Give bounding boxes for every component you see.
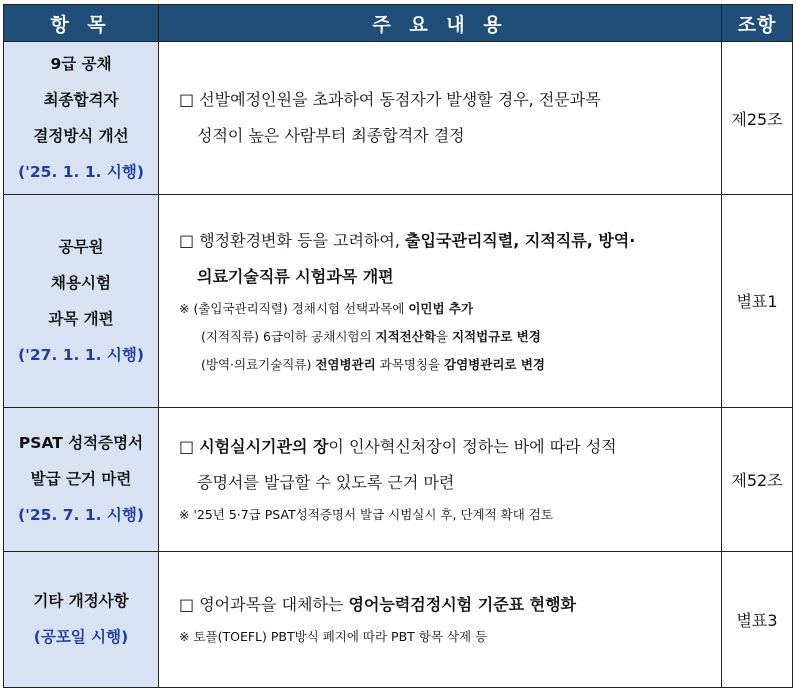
item-line: 과목 개편 — [48, 309, 114, 328]
effective-date: (공포일 시행) — [33, 628, 129, 647]
main-line — [179, 231, 635, 250]
table-row — [4, 551, 793, 687]
header-item: 항 목 — [4, 5, 159, 42]
header-row — [4, 5, 793, 42]
text-part: 을 — [435, 328, 452, 344]
main-line: 성적이 높은 사람부터 최종합격자 결정 — [197, 126, 465, 146]
main-line — [179, 595, 576, 614]
row-article-cell: 별표1 — [722, 195, 793, 407]
item-line: 발급 근거 마련 — [30, 470, 132, 489]
note-line: ※ '25년 5·7급 PSAT성적증명서 발급 시범실시 후, 단계적 확대 검토 — [179, 507, 553, 523]
main-line: 증명서를 발급할 수 있도록 근거 마련 — [197, 473, 455, 493]
bold-part: 영어능력검정시험 기준표 현행화 — [348, 595, 577, 615]
bold-part: 이민법 추가 — [408, 300, 474, 316]
row-content-cell — [159, 195, 722, 407]
main-text — [179, 587, 709, 623]
bold-part: 출입국관리직렬, 지적직류, 방역· — [405, 230, 636, 250]
item-line: 9급 공채 — [50, 55, 112, 74]
main-line — [179, 437, 617, 456]
main-text — [179, 429, 709, 501]
text-part: □ 행정환경변화 등을 고려하여, — [179, 230, 406, 250]
note-line — [179, 323, 709, 351]
text-part: (방역·의료기술직류) — [201, 356, 316, 372]
text-part: 이 인사혁신처장이 정하는 바에 따라 성적 — [328, 437, 617, 457]
text-part: □ 영어과목을 대체하는 — [179, 595, 349, 615]
note-line: ※ 토플(TOEFL) PBT방식 폐지에 따라 PBT 항목 삭제 등 — [179, 629, 488, 645]
item-line: 기타 개정사항 — [33, 592, 129, 611]
item-line: 공무원 — [58, 237, 104, 256]
row-item-cell — [4, 195, 159, 407]
row-content-cell — [159, 551, 722, 687]
bold-part: 시험실시기관의 장 — [199, 437, 329, 457]
main-line: 의료기술직류 시험과목 개편 — [197, 266, 394, 286]
note-text — [179, 501, 709, 529]
effective-date: ('25. 1. 1. 시행) — [18, 163, 144, 182]
main-text — [179, 82, 709, 154]
note-text — [179, 623, 709, 651]
text-part: □ — [179, 437, 200, 457]
effective-date: ('27. 1. 1. 시행) — [18, 345, 144, 364]
row-content-cell — [159, 407, 722, 551]
row-content-cell — [159, 42, 722, 195]
item-line: PSAT 성적증명서 — [18, 434, 144, 453]
row-article-cell: 제25조 — [722, 42, 793, 195]
row-article-cell: 별표3 — [722, 551, 793, 687]
main-line: □ 선발예정인원을 초과하여 동점자가 발생할 경우, 전문과목 — [179, 90, 601, 110]
text-part: (지적직류) 6급이하 공채시험의 — [201, 328, 376, 344]
table-row — [4, 407, 793, 551]
header-article: 조항 — [722, 5, 793, 42]
main-text — [179, 223, 709, 295]
note-line — [179, 351, 709, 379]
bold-part: 지적전산학 — [375, 328, 436, 344]
row-item-cell — [4, 42, 159, 195]
bold-part: 감염병관리로 변경 — [444, 356, 545, 372]
amendment-table — [3, 4, 793, 688]
effective-date: ('25. 7. 1. 시행) — [18, 506, 144, 525]
row-item-cell — [4, 407, 159, 551]
table-row — [4, 42, 793, 195]
item-line: 채용시험 — [51, 273, 111, 292]
header-content: 주 요 내 용 — [159, 5, 722, 42]
item-line: 결정방식 개선 — [33, 127, 129, 146]
note-line — [179, 295, 709, 323]
bold-part: 전염병관리 — [315, 356, 376, 372]
bold-part: 지적법규로 변경 — [451, 328, 541, 344]
note-text — [179, 295, 709, 379]
row-article-cell: 제52조 — [722, 407, 793, 551]
row-item-cell — [4, 551, 159, 687]
item-line: 최종합격자 — [43, 91, 119, 110]
table-row — [4, 195, 793, 407]
text-part: ※ (출입국관리직렬) 경채시험 선택과목에 — [179, 300, 409, 316]
text-part: 과목명칭을 — [375, 356, 445, 372]
